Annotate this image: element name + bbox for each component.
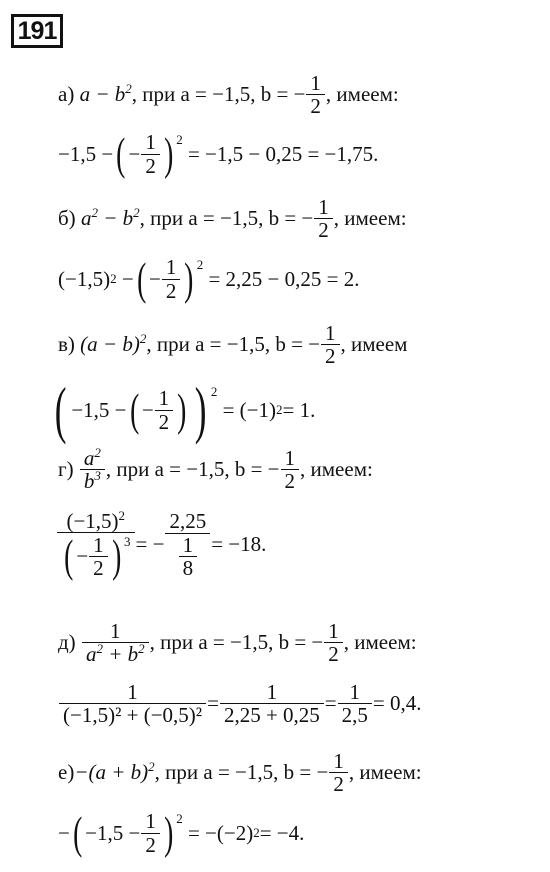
fraction-half: $\frac{1}{2}$ (308, 72, 323, 117)
part-e-calculation: − ( −1,5 − $\frac{1}{2}$ ) 2 = −(−2) 2 = −4. (58, 807, 305, 858)
part-v-calculation: ( −1,5 − ( − $\frac{1}{2}$ ) ) 2 = (−1) 2 = 1. (54, 374, 316, 445)
fraction-half: $\frac{1}{2}$ (326, 620, 341, 665)
fraction-half: $\frac{1}{2}$ (143, 131, 158, 176)
fraction-half: $\frac{1}{2}$ (164, 256, 179, 301)
part-g-calculation: $(-1,5)^2$ ( − $\frac{1}{2}$ ) 3 = − $\frac{2,25}{\frac{1}{8}}$ = −18. (56, 510, 266, 579)
part-e-expression: $-(a + b)^2$ (74, 759, 155, 785)
fraction-half: $\frac{1}{2}$ (157, 387, 172, 432)
problem-number: 191 (11, 14, 63, 48)
part-v-expression: $(a - b)^2$ (80, 331, 147, 357)
fraction-half: $\frac{1}{2}$ (323, 322, 338, 367)
part-b-label: б) (58, 206, 76, 231)
part-v-statement: в) $(a - b)^2$ , при a = −1,5, b = − $\frac{1}{2}$ , имеем (58, 321, 408, 369)
part-b-calculation: (−1,5) 2 − ( − $\frac{1}{2}$ ) 2 = 2,25 − 0,25 = 2. (58, 253, 360, 304)
part-d-statement: д) $\frac{1}{a^2 + b^2}$ , при a = −1,5, b = − $\frac{1}{2}$ , имеем: (58, 619, 417, 667)
fraction-half: $\frac{1}{2}$ (143, 810, 158, 855)
part-d-expression: $\frac{1}{a^2 + b^2}$ (84, 620, 147, 665)
part-a-statement: а) $a - b^2$ , при a = −1,5, b = − $\frac{1}{2}$ , имеем: (58, 71, 399, 119)
part-g-label: г) (58, 457, 74, 482)
part-a-expression: $a - b^2$ (79, 81, 132, 107)
part-e-statement: е) $-(a + b)^2$ , при a = −1,5, b = − $\frac{1}{2}$ , имеем: (58, 749, 422, 797)
part-d-calculation: $\frac{1}{\text{(−1,5)² + (−0,5)²}}$ = $\frac{1}{2,25 + 0,25}$ = $\frac{1}{2,5}$ = 0,4. (58, 681, 421, 726)
fraction-half: $\frac{1}{2}$ (283, 447, 298, 492)
part-a-calculation: −1,5 − ( − $\frac{1}{2}$ ) 2 = −1,5 − 0,25 = −1,75. (58, 128, 379, 179)
part-a-label: а) (58, 82, 75, 107)
part-v-label: в) (58, 332, 75, 357)
fraction-half: $\frac{1}{2}$ (316, 196, 331, 241)
part-e-label: е) (58, 760, 75, 785)
part-g-statement: г) $\frac{a^2}{b^3}$ , при a = −1,5, b = − $\frac{1}{2}$ , имеем: (58, 445, 373, 494)
part-d-label: д) (58, 630, 76, 655)
part-g-result-fraction: $\frac{2,25}{\frac{1}{8}}$ (167, 510, 208, 578)
part-g-big-fraction: $(-1,5)^2$ ( − $\frac{1}{2}$ ) 3 (59, 510, 133, 579)
fraction-half: $\frac{1}{2}$ (331, 750, 346, 795)
part-g-expression: $\frac{a^2}{b^3}$ (82, 447, 103, 492)
part-b-statement: б) $a^2 - b^2$ , при a = −1,5, b = − $\frac{1}{2}$ , имеем: (58, 195, 407, 243)
part-b-expression: $a^2 - b^2$ (80, 205, 140, 231)
